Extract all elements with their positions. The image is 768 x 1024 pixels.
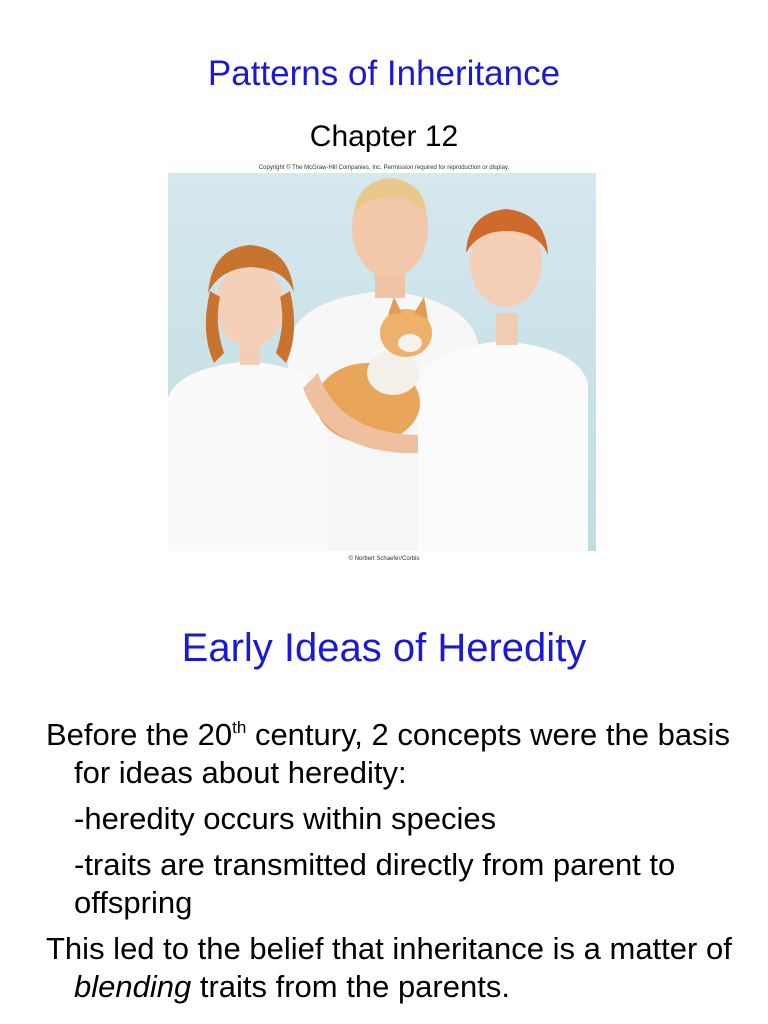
copyright-notice: Copyright © The McGraw-Hill Companies, Inc. Permission required for reproduction or display. bbox=[258, 165, 510, 171]
emphasis: blending bbox=[74, 969, 192, 1004]
paragraph-concepts bbox=[46, 716, 746, 792]
superscript: th bbox=[232, 718, 247, 737]
slide-title: Patterns of Inheritance bbox=[207, 54, 561, 93]
text-run: Before the 20 bbox=[46, 717, 233, 752]
text-run: traits from the parents. bbox=[191, 969, 510, 1004]
paragraph-blending bbox=[46, 930, 746, 1006]
family-photo-illustration bbox=[168, 173, 596, 551]
family-photo bbox=[168, 173, 596, 551]
bullet-traits-transmitted: -traits are transmitted directly from parent to offspring bbox=[74, 847, 676, 920]
slide-title: Early Ideas of Heredity bbox=[181, 626, 587, 670]
bullet-heredity-species: -heredity occurs within species bbox=[74, 801, 497, 836]
text-run: This led to the belief that inheritance is a matter of bbox=[46, 931, 732, 966]
slide-body bbox=[46, 716, 746, 1014]
chapter-subtitle: Chapter 12 bbox=[309, 120, 459, 153]
photo-credit: © Norbert Schaefer/Corbis bbox=[348, 556, 420, 562]
text-run: century, 2 concepts were the basis for ideas about heredity: bbox=[74, 717, 730, 790]
slide-2 bbox=[0, 600, 768, 1024]
